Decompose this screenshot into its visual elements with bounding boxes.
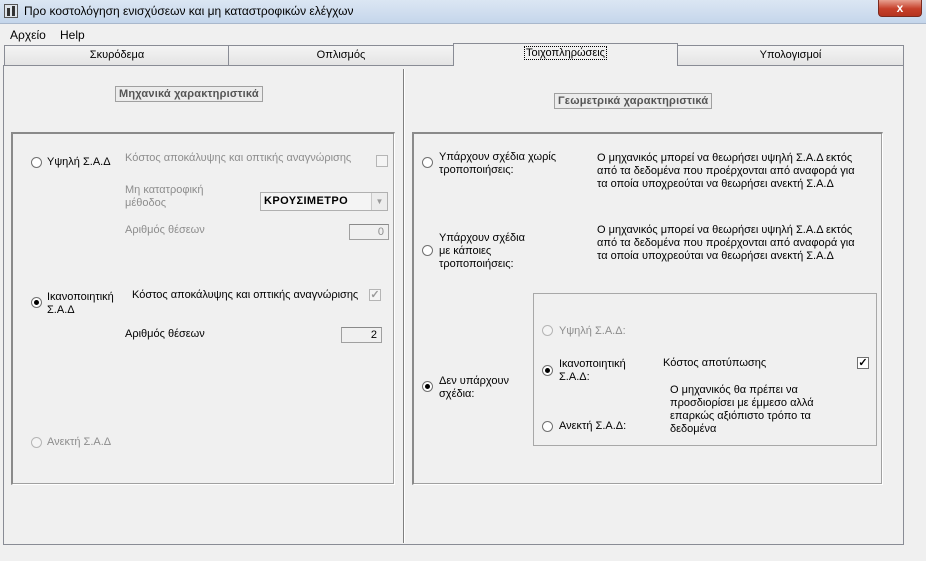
drawings-modified-note: Ο μηχανικός μπορεί να θεωρήσει υψηλή Σ.Α.Δ εκτός από τα δεδομένα που προέρχονται από αναφορά για τα οποία υποχρεούται να θεωρήσει ανεκτή Σ.Α.Δ — [597, 224, 855, 262]
survey-cost-label: Κόστος αποτύπωσης — [663, 357, 767, 369]
satisfactory-positions-label: Αριθμός θέσεων — [125, 328, 205, 340]
panel-splitter[interactable] — [403, 69, 405, 543]
chevron-down-icon[interactable]: ▼ — [371, 193, 387, 210]
satisfactory-label: Ικανοποιητική Σ.Α.Δ — [47, 291, 114, 316]
satisfactory-cost-checkbox[interactable]: ✓ — [370, 289, 380, 301]
tab-reinforcement[interactable] — [228, 45, 454, 65]
method-value: ΚΡΟΥΣΙΜΕΤΡΟ — [264, 195, 349, 207]
no-drawings-radio[interactable] — [422, 381, 433, 392]
satisfactory-positions-input[interactable]: 2 — [341, 327, 382, 343]
tab-calculations[interactable] — [677, 45, 904, 65]
high-label: Υψηλή Σ.Α.Δ — [47, 156, 111, 168]
window-title: Προ κοστολόγηση ενισχύσεων και μη καταστροφικών ελέγχων — [24, 4, 354, 18]
sub-acceptable-radio[interactable] — [542, 421, 553, 432]
method-label: Μη κατατροφική μέθοδος — [125, 184, 204, 209]
high-positions-input[interactable]: 0 — [349, 224, 389, 240]
tab-label: Σκυρόδεμα — [89, 49, 145, 61]
menu-help[interactable]: Help — [60, 28, 85, 42]
high-radio[interactable] — [31, 157, 42, 168]
close-button[interactable]: x — [878, 0, 922, 17]
high-cost-label: Κόστος αποκάλυψης και οπτικής αναγνώρισης — [125, 152, 352, 164]
method-select[interactable] — [260, 192, 388, 211]
drawings-unmodified-label: Υπάρχουν σχέδια χωρίς τροποποιήσεις: — [439, 151, 557, 176]
drawings-unmodified-note: Ο μηχανικός μπορεί να θεωρήσει υψηλή Σ.Α.Δ εκτός από τα δεδομένα που προέρχονται από αναφορά για τα οποία υποχρεούται να θεωρήσει ανεκτή Σ.Α.Δ — [597, 152, 855, 190]
sub-satisfactory-label: Ικανοποιητική Σ.Α.Δ: — [559, 358, 626, 383]
drawings-unmodified-radio[interactable] — [422, 157, 433, 168]
satisfactory-cost-label: Κόστος αποκάλυψης και οπτικής αναγνώρισης — [132, 289, 359, 301]
drawings-modified-radio[interactable] — [422, 245, 433, 256]
sub-satisfactory-radio[interactable] — [542, 365, 553, 376]
acceptable-label: Ανεκτή Σ.Α.Δ — [47, 436, 112, 448]
sub-satisfactory-note: Ο μηχανικός θα πρέπει να προσδιορίσει με έμμεσο αλλά επαρκώς αξιόπιστο τρόπο τα δεδομένα — [670, 384, 814, 435]
survey-cost-checkbox[interactable]: ✓ — [858, 357, 868, 369]
high-cost-checkbox[interactable] — [376, 155, 388, 167]
sub-high-radio[interactable] — [542, 325, 553, 336]
tab-concrete[interactable] — [4, 45, 230, 65]
tab-label: Οπλισμός — [316, 49, 366, 61]
tab-label: Υπολογισμοί — [759, 49, 822, 61]
mechanical-group-title: Μηχανικά χαρακτηριστικά — [115, 86, 263, 102]
menu-file[interactable]: Αρχείο — [10, 28, 46, 42]
drawings-modified-label: Υπάρχουν σχέδια με κάποιες τροποποιήσεις: — [439, 232, 525, 270]
high-positions-label: Αριθμός θέσεων — [125, 224, 205, 236]
no-drawings-label: Δεν υπάρχουν σχέδια: — [439, 375, 509, 400]
tab-infill-walls[interactable] — [453, 43, 678, 66]
app-icon — [4, 4, 18, 18]
sub-high-label: Υψηλή Σ.Α.Δ: — [559, 325, 626, 337]
tab-label: Τοιχοπληρώσεις — [525, 47, 605, 59]
acceptable-radio[interactable] — [31, 437, 42, 448]
sub-acceptable-label: Ανεκτή Σ.Α.Δ: — [559, 420, 627, 432]
title-bar — [0, 0, 926, 24]
geometric-group-title: Γεωμετρικά χαρακτηριστικά — [554, 93, 712, 109]
satisfactory-radio[interactable] — [31, 297, 42, 308]
